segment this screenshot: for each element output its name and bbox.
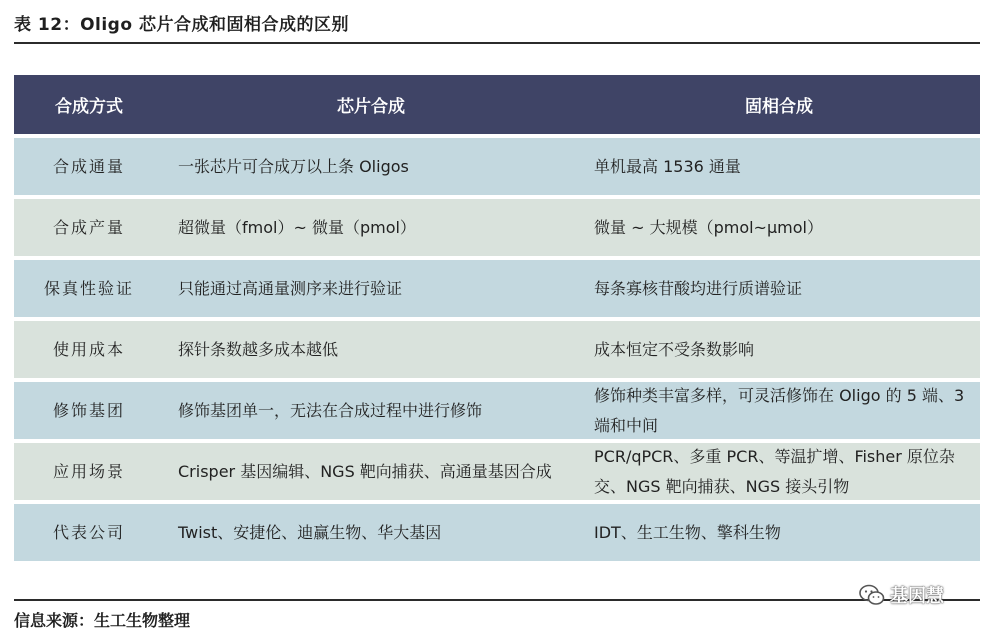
solid-phase-cell: 微量 ~ 大规模（pmol~μmol） (594, 217, 823, 237)
solid-phase-cell: IDT、生工生物、擎科生物 (594, 522, 781, 542)
row-label: 合成通量 (52, 156, 125, 176)
table-row (14, 199, 980, 256)
solid-phase-cell: PCR/qPCR、多重 PCR、等温扩增、Fisher 原位杂交、NGS 靶向捕获、NGS 接头引物 (594, 446, 955, 496)
watermark-text: 基因慧 (890, 586, 944, 607)
row-label: 合成产量 (52, 217, 125, 237)
table-caption: 表 12：Oligo 芯片合成和固相合成的区别 (14, 15, 349, 35)
table-row (14, 382, 980, 439)
table-row (14, 443, 980, 500)
header-solid-phase-synthesis: 固相合成 (745, 97, 813, 117)
comparison-table (14, 75, 980, 565)
watermark (858, 580, 944, 610)
solid-phase-cell: 成本恒定不受条数影响 (594, 339, 755, 359)
wechat-icon (858, 583, 886, 607)
table-row (14, 321, 980, 378)
solid-phase-cell: 单机最高 1536 通量 (594, 156, 741, 176)
row-label: 应用场景 (52, 461, 125, 481)
table-row (14, 138, 980, 195)
bottom-divider (14, 599, 980, 601)
chip-cell: 修饰基团单一，无法在合成过程中进行修饰 (178, 400, 483, 420)
chip-cell: 只能通过高通量测序来进行验证 (178, 278, 403, 298)
row-label: 修饰基团 (52, 400, 125, 420)
header-chip-synthesis: 芯片合成 (337, 97, 405, 117)
source-note: 信息来源：生工生物整理 (14, 611, 191, 630)
row-label: 代表公司 (52, 522, 125, 542)
top-divider (14, 42, 980, 44)
chip-cell: 探针条数越多成本越低 (178, 339, 339, 359)
table-header-row (14, 75, 980, 134)
chip-cell: Twist、安捷伦、迪赢生物、华大基因 (178, 522, 442, 542)
header-method: 合成方式 (55, 97, 123, 117)
row-label: 使用成本 (52, 339, 125, 359)
chip-cell: 超微量（fmol）~ 微量（pmol） (178, 217, 416, 237)
table-row (14, 504, 980, 561)
chip-cell: Crisper 基因编辑、NGS 靶向捕获、高通量基因合成 (178, 461, 552, 481)
solid-phase-cell: 修饰种类丰富多样，可灵活修饰在 Oligo 的 5 端、3 端和中间 (594, 385, 965, 435)
chip-cell: 一张芯片可合成万以上条 Oligos (178, 156, 409, 176)
table-row (14, 260, 980, 317)
solid-phase-cell: 每条寡核苷酸均进行质谱验证 (594, 278, 803, 298)
row-label: 保真性验证 (43, 278, 134, 298)
